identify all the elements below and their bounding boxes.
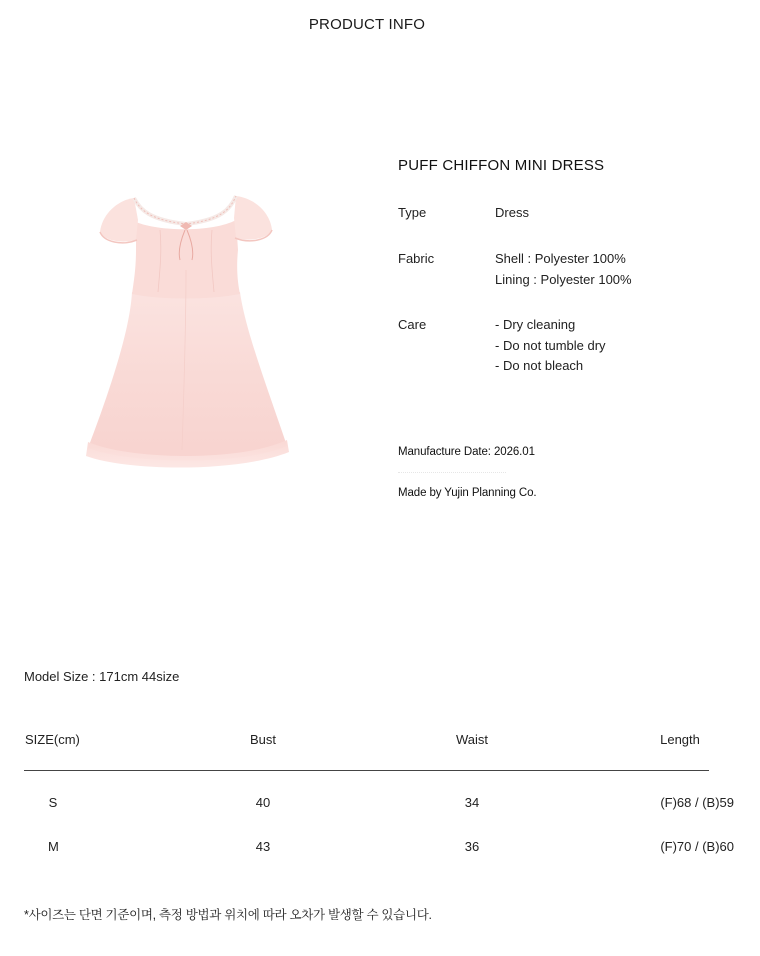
length-header: Length: [660, 732, 700, 747]
faint-divider: [398, 472, 506, 475]
bust-cell: 43: [255, 839, 271, 854]
section-title: PRODUCT INFO: [308, 16, 426, 33]
detail-care-values: [495, 315, 755, 377]
waist-header: Waist: [455, 732, 489, 747]
detail-care-label: Care: [398, 317, 427, 332]
length-cell: (F)68 / (B)59: [660, 795, 734, 810]
size-note: *사이즈는 단면 기준이며, 측정 방법과 위치에 따라 오차가 발생할 수 있습니다.: [24, 908, 432, 922]
detail-type-values: [495, 203, 755, 224]
manufacture-date: Manufacture Date: 2026.01: [398, 446, 535, 458]
product-image: [80, 180, 300, 480]
size-cell: M: [48, 839, 59, 854]
detail-fabric-value: Shell : Polyester 100%: [495, 251, 626, 266]
size-header: SIZE(cm): [25, 732, 80, 747]
length-cell: (F)70 / (B)60: [660, 839, 734, 854]
model-size: Model Size : 171cm 44size: [24, 669, 180, 684]
detail-fabric-values: [495, 249, 755, 290]
pink-puff-sleeve-dress-image: [80, 180, 300, 480]
detail-type-label: Type: [398, 205, 427, 220]
waist-cell: 36: [464, 839, 480, 854]
size-cell: S: [48, 795, 58, 810]
table-divider: [24, 770, 709, 771]
made-by: Made by Yujin Planning Co.: [398, 487, 537, 499]
detail-fabric-label: Fabric: [398, 251, 435, 266]
detail-care-value: - Do not tumble dry: [495, 337, 606, 353]
bust-cell: 40: [255, 795, 271, 810]
detail-care-value: - Dry cleaning: [495, 317, 576, 332]
detail-fabric-value: Lining : Polyester 100%: [495, 271, 632, 287]
detail-type-value: Dress: [495, 205, 529, 220]
detail-care-value: - Do not bleach: [495, 358, 584, 373]
bust-header: Bust: [249, 732, 276, 747]
waist-cell: 34: [464, 795, 480, 810]
product-name: PUFF CHIFFON MINI DRESS: [398, 157, 605, 174]
